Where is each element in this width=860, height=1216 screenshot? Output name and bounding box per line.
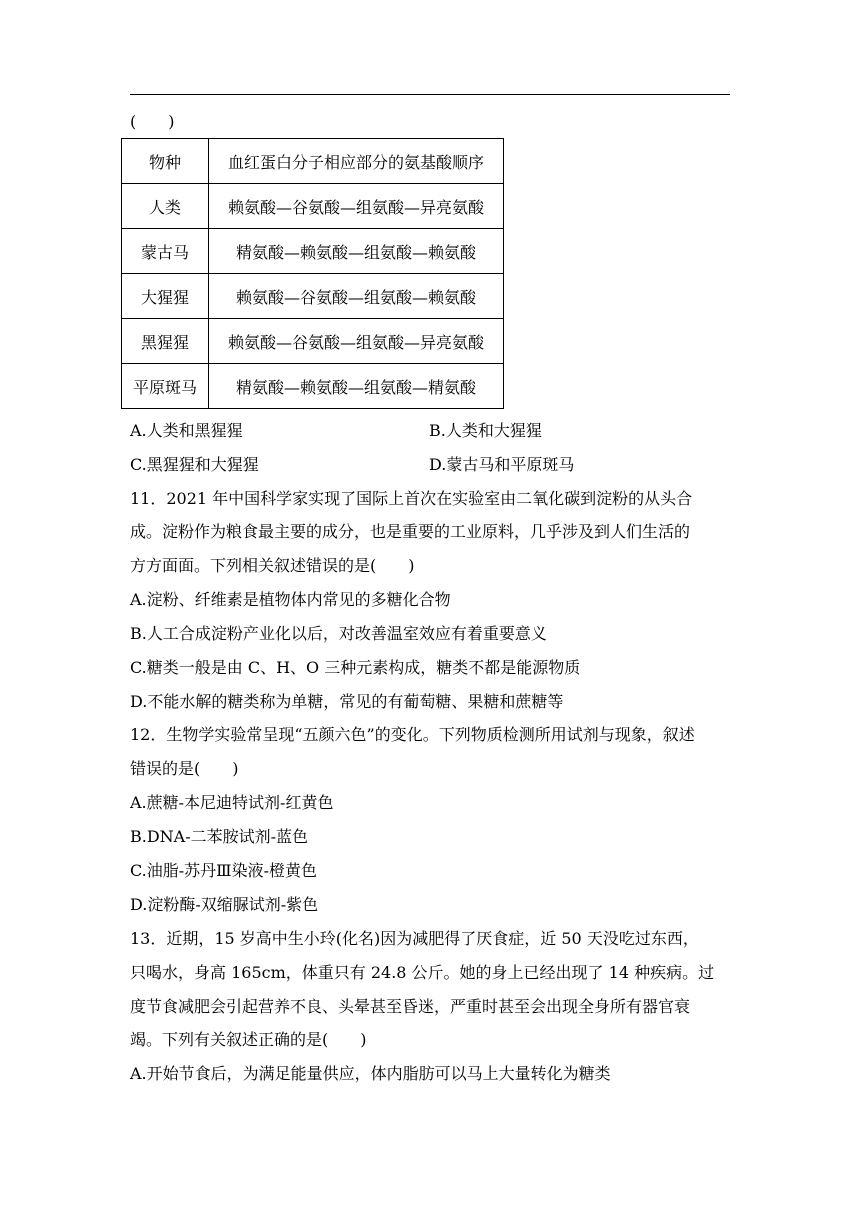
q12-stem-line: 错误的是( ) <box>130 759 239 778</box>
q11-option-c: C.糖类一般是由 C、H、O 三种元素构成，糖类不都是能源物质 <box>130 658 581 677</box>
q10-stem-tail: ( ) <box>130 112 175 131</box>
sequence-cell: 精氨酸—赖氨酸—组氨酸—赖氨酸 <box>209 229 504 274</box>
sequence-cell: 赖氨酸—谷氨酸—组氨酸—异亮氨酸 <box>209 319 504 364</box>
header-species: 物种 <box>122 139 209 184</box>
header-sequence: 血红蛋白分子相应部分的氨基酸顺序 <box>209 139 504 184</box>
q11-option-d: D.不能水解的糖类称为单糖，常见的有葡萄糖、果糖和蔗糖等 <box>130 692 564 711</box>
species-cell: 平原斑马 <box>122 364 209 409</box>
table-row <box>122 184 504 229</box>
q10-option-b: B.人类和大猩猩 <box>429 421 542 440</box>
species-cell: 蒙古马 <box>122 229 209 274</box>
q11-option-a: A.淀粉、纤维素是植物体内常见的多糖化合物 <box>130 590 451 609</box>
q11-stem-line: 成。淀粉作为粮食最主要的成分，也是重要的工业原料，几乎涉及到人们生活的 <box>130 522 691 541</box>
q12-stem-line: 12．生物学实验常呈现“五颜六色”的变化。下列物质检测所用试剂与现象，叙述 <box>130 725 695 744</box>
amino-acid-table <box>121 138 504 409</box>
q11-option-b: B.人工合成淀粉产业化以后，对改善温室效应有着重要意义 <box>130 624 547 643</box>
table-row <box>122 229 504 274</box>
q10-option-a: A.人类和黑猩猩 <box>130 421 243 440</box>
q11-stem-line: 11．2021 年中国科学家实现了国际上首次在实验室由二氧化碳到淀粉的从头合 <box>130 489 693 508</box>
table-row <box>122 274 504 319</box>
species-cell: 黑猩猩 <box>122 319 209 364</box>
header-rule <box>130 94 730 95</box>
q12-option-c: C.油脂-苏丹Ⅲ染液-橙黄色 <box>130 861 318 880</box>
q13-stem-line: 13．近期，15 岁高中生小玲(化名)因为减肥得了厌食症，近 50 天没吃过东西， <box>130 929 699 948</box>
sequence-cell: 精氨酸—赖氨酸—组氨酸—精氨酸 <box>209 364 504 409</box>
species-cell: 大猩猩 <box>122 274 209 319</box>
q10-option-d: D.蒙古马和平原斑马 <box>429 455 575 474</box>
q13-stem-line: 度节食减肥会引起营养不良、头晕甚至昏迷，严重时甚至会出现全身所有器官衰 <box>130 997 691 1016</box>
q12-option-d: D.淀粉酶-双缩脲试剂-紫色 <box>130 895 319 914</box>
sequence-cell: 赖氨酸—谷氨酸—组氨酸—赖氨酸 <box>209 274 504 319</box>
table-row <box>122 319 504 364</box>
q11-stem-line: 方方面面。下列相关叙述错误的是( ) <box>130 556 415 575</box>
table-header-row <box>122 139 504 184</box>
q10-option-c: C.黑猩猩和大猩猩 <box>130 455 259 474</box>
q12-option-b: B.DNA-二苯胺试剂-蓝色 <box>130 827 309 846</box>
species-cell: 人类 <box>122 184 209 229</box>
sequence-cell: 赖氨酸—谷氨酸—组氨酸—异亮氨酸 <box>209 184 504 229</box>
q13-stem-line: 只喝水，身高 165cm，体重只有 24.8 公斤。她的身上已经出现了 14 种疾病。过 <box>130 963 715 982</box>
q13-option-a: A.开始节食后，为满足能量供应，体内脂肪可以马上大量转化为糖类 <box>130 1064 611 1083</box>
q12-option-a: A.蔗糖-本尼迪特试剂-红黄色 <box>130 793 334 812</box>
table-row <box>122 364 504 409</box>
q13-stem-line: 竭。下列有关叙述正确的是( ) <box>130 1030 367 1049</box>
